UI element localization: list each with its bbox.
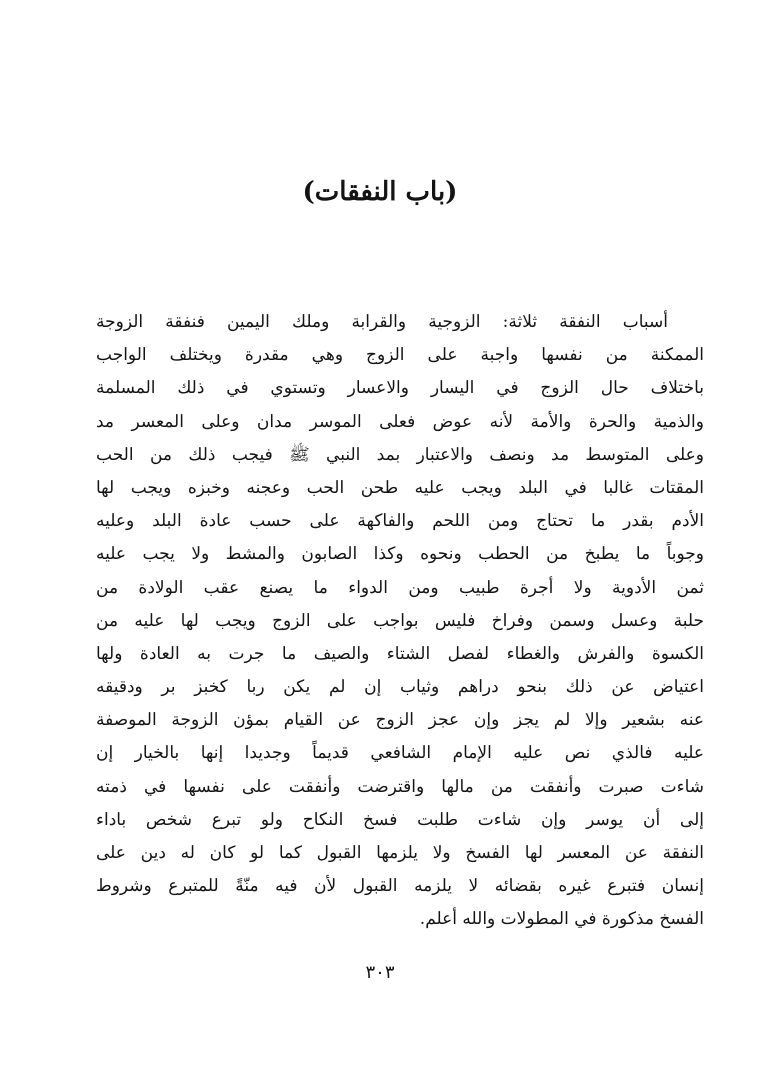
text-line: عنه بشعير وإلا لم يجز وإن عجز الزوج عن القيام بمؤن الزوجة الموصفة	[96, 710, 704, 731]
text-line: الأدم بقدر ما تحتاج ومن اللحم والفاكهة على حسب عادة البلد وعليه	[96, 511, 704, 532]
text-line: الممكنة من نفسها واجبة على الزوج وهي مقدرة ويختلف الواجب	[96, 345, 704, 366]
text-line: والذمية والحرة والأمة لأنه عوض فعلى الموسر مدان وعلى المعسر مد	[96, 411, 704, 432]
page-number: ٣٠٣	[365, 962, 395, 983]
text-line: إنسان فتبرع غيره بقضائه لا يلزمه القبول لأن فيه منّةً للمتبرع وشروط	[96, 876, 704, 897]
text-line: أسباب النفقة ثلاثة: الزوجية والقرابة وملك اليمين فنفقة الزوجة	[96, 312, 668, 332]
text-line: وعلى المتوسط مد ونصف والاعتبار بمد النبي ﷺ فيجب ذلك من الحب	[96, 444, 704, 465]
text-line: النفقة عن المعسر لها الفسخ ولا يلزمها القبول كما لو كان له دين على	[96, 843, 704, 863]
text-line: باختلاف حال الزوج في اليسار والاعسار وتستوي في ذلك المسلمة	[96, 378, 704, 399]
text-line: إلى أن يوسر وإن شاءت طلبت فسخ النكاح ولو تبرع شخص باداء	[96, 809, 704, 830]
chapter-title: (باب النفقات)	[302, 177, 458, 207]
text-line: اعتياض عن ذلك بنحو دراهم وثياب إن لم يكن ربا كخبز بر ودقيقه	[96, 677, 704, 698]
text-line: وجوباً ما يطبخ من الحطب ونحوه وكذا الصابون والمشط ولا يجب عليه	[96, 544, 704, 565]
text-line: الكسوة والفرش والغطاء لفصل الشتاء والصيف ما جرت به العادة ولها	[96, 643, 704, 664]
text-line: المقتات غالبا في البلد ويجب عليه طحن الحب وعجنه وخبزه ويجب لها	[96, 477, 704, 498]
text-line: عليه فالذي نص عليه الإمام الشافعي قديماً وجديدا إنها بالخيار إن	[96, 743, 704, 764]
text-line: شاءت صبرت وأنفقت من مالها واقترضت وأنفقت على نفسها في ذمته	[96, 776, 704, 797]
body-paragraph	[96, 306, 704, 937]
text-line: الفسخ مذكورة في المطولات والله أعلم.	[419, 909, 704, 930]
text-line: ثمن الأدوية ولا أجرة طبيب ومن الدواء ما يصنع عقب الولادة من	[96, 577, 704, 598]
text-line: حلبة وعسل وسمن وفراخ فليس بواجب على الزوج ويجب لها عليه من	[96, 610, 704, 631]
